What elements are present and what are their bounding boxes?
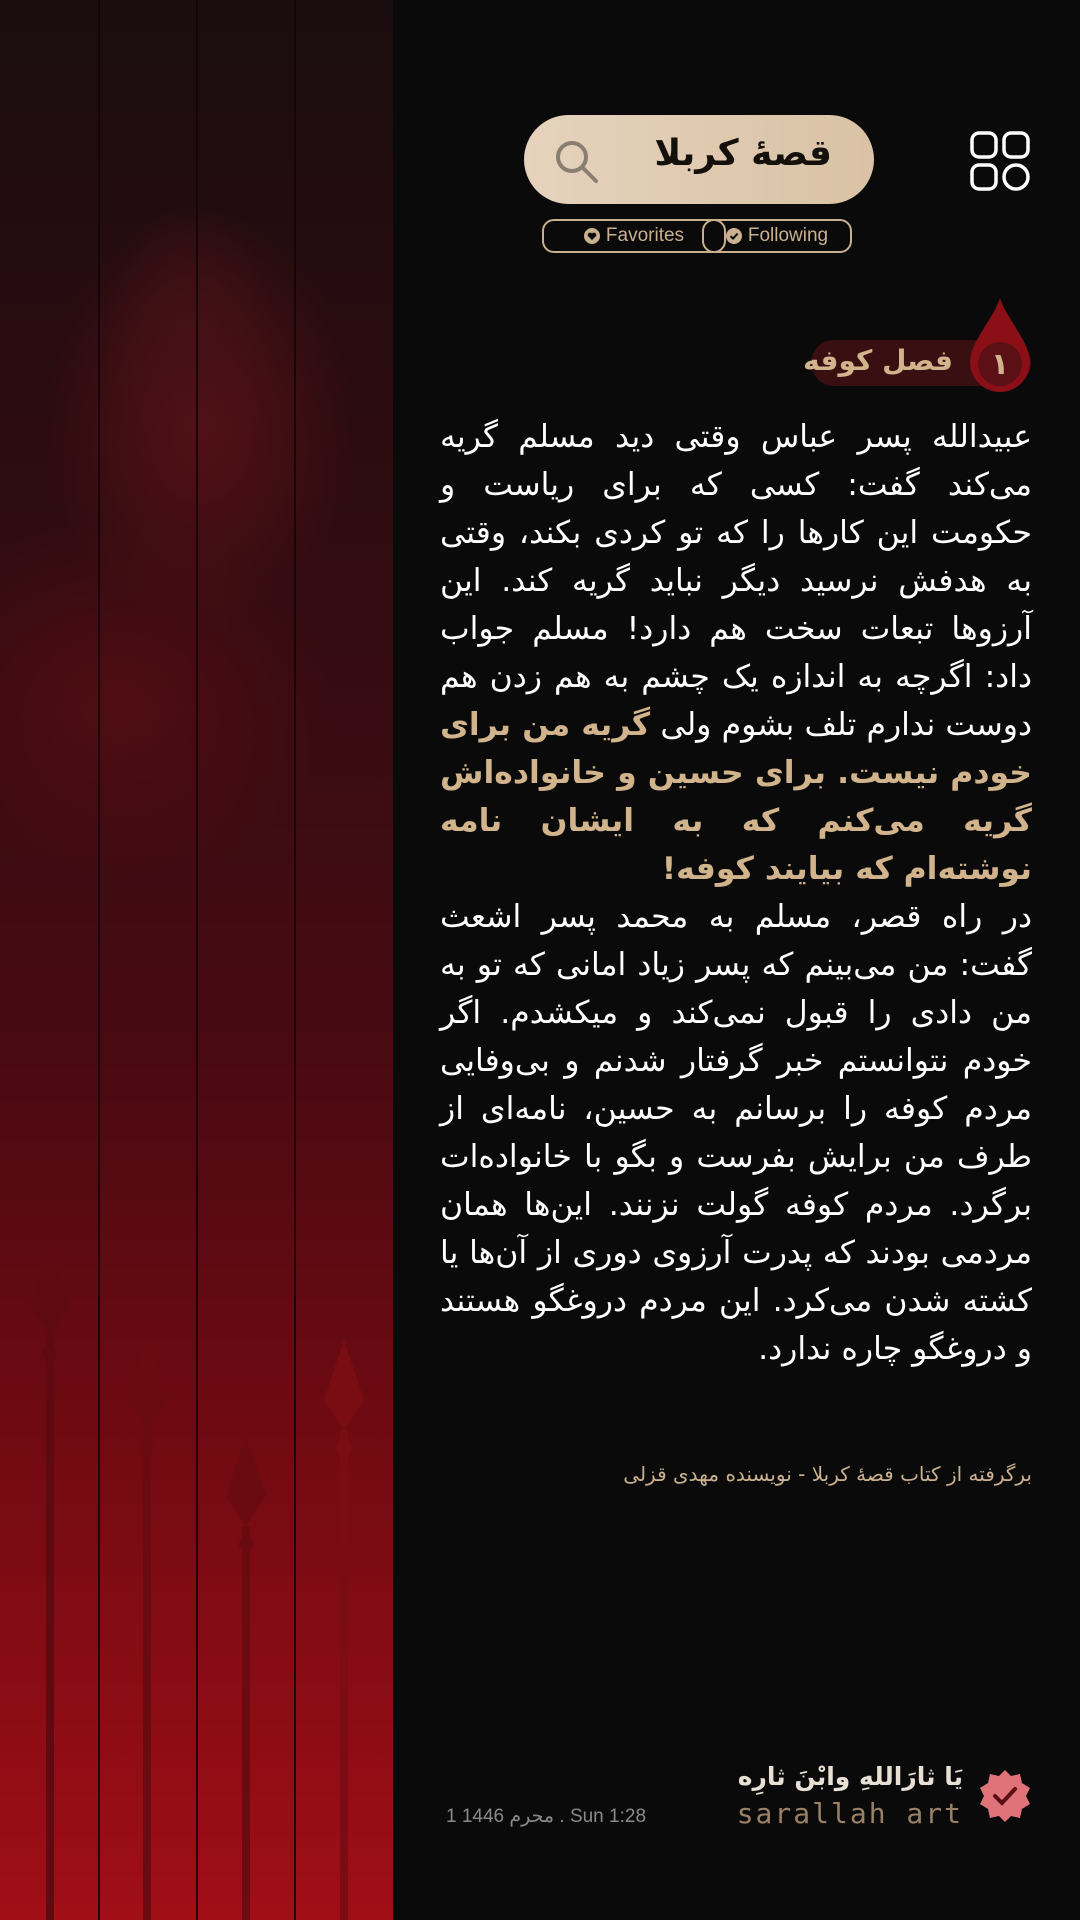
- verified-badge-icon: [977, 1768, 1033, 1824]
- story-paragraph-intro: عبیدالله پسر عباس وقتی دید مسلم گریه می‌کند گفت: کسی که برای ریاست و حکومت این کارها را که تو کردی بکند، وقتی به هدفش نرسید دیگر نباید گریه کند. این آرزوها تبعات سخت هم دارد! مسلم جواب داد: اگرچه به اندازه یک چشم به هم زدن هم دوست ندارم تلف بشوم ولی: [440, 419, 1032, 743]
- story-text: [440, 413, 1032, 1373]
- search-bar[interactable]: [524, 115, 874, 204]
- grid-menu-icon[interactable]: [970, 131, 1030, 191]
- story-paragraph-rest: در راه قصر، مسلم به محمد پسر اشعث گفت: من می‌بینم که پسر زیاد امانی که تو به من دادی را قبول نمی‌کند و میکشدم. اگر خودم نتوانستم خبر گرفتار شدنم و بی‌وفایی مردم کوفه را برسانم به حسین، نامه‌ای از طرف من برایش بفرست و بگو با خانواده‌ات برگرد. مردم کوفه گولت نزنند. این‌ها همان مردمی بودند که پدرت آرزوی دوری از آن‌ها یا کشته شدن می‌کرد. این مردم دروغگو هستند و دروغگو چاره ندارد.: [440, 899, 1032, 1367]
- spear-icon: [123, 1340, 171, 1920]
- vertical-divider: [294, 0, 296, 1920]
- story-content: [393, 0, 1080, 1920]
- background-art-panel: [0, 0, 393, 1920]
- brand-name: sarallah art: [736, 1797, 963, 1830]
- brand-arabic: يَا ثارَاللهِ وابْنَ ثارِه: [737, 1762, 963, 1791]
- chapter-number: ۱: [978, 342, 1022, 386]
- favorites-chip[interactable]: [542, 219, 726, 253]
- spear-icon: [320, 1340, 368, 1920]
- following-label: Following: [747, 225, 829, 246]
- vertical-divider: [196, 0, 198, 1920]
- favorites-label: Favorites: [605, 225, 685, 246]
- chapter-title: فصل کوفه: [803, 344, 953, 377]
- spear-icon: [26, 1245, 74, 1920]
- date-time-status: 1 محرم 1446 . Sun 1:28: [446, 1806, 647, 1827]
- following-chip[interactable]: [702, 219, 852, 253]
- check-circle-icon: [726, 228, 742, 244]
- spear-icon: [222, 1436, 270, 1920]
- app-title: قصهٔ کربلا: [654, 133, 832, 174]
- source-credit: برگرفته از کتاب قصهٔ کربلا - نویسنده مهدی قزلی: [623, 1462, 1032, 1486]
- vertical-divider: [98, 0, 100, 1920]
- search-icon[interactable]: [552, 137, 600, 185]
- story-highlight-quote: گریه من برای خودم نیست. برای حسین و خانواده‌اش گریه می‌کنم که به ایشان نامه نوشته‌ام که بیایند کوفه!: [440, 707, 1032, 887]
- heart-icon: [584, 228, 600, 244]
